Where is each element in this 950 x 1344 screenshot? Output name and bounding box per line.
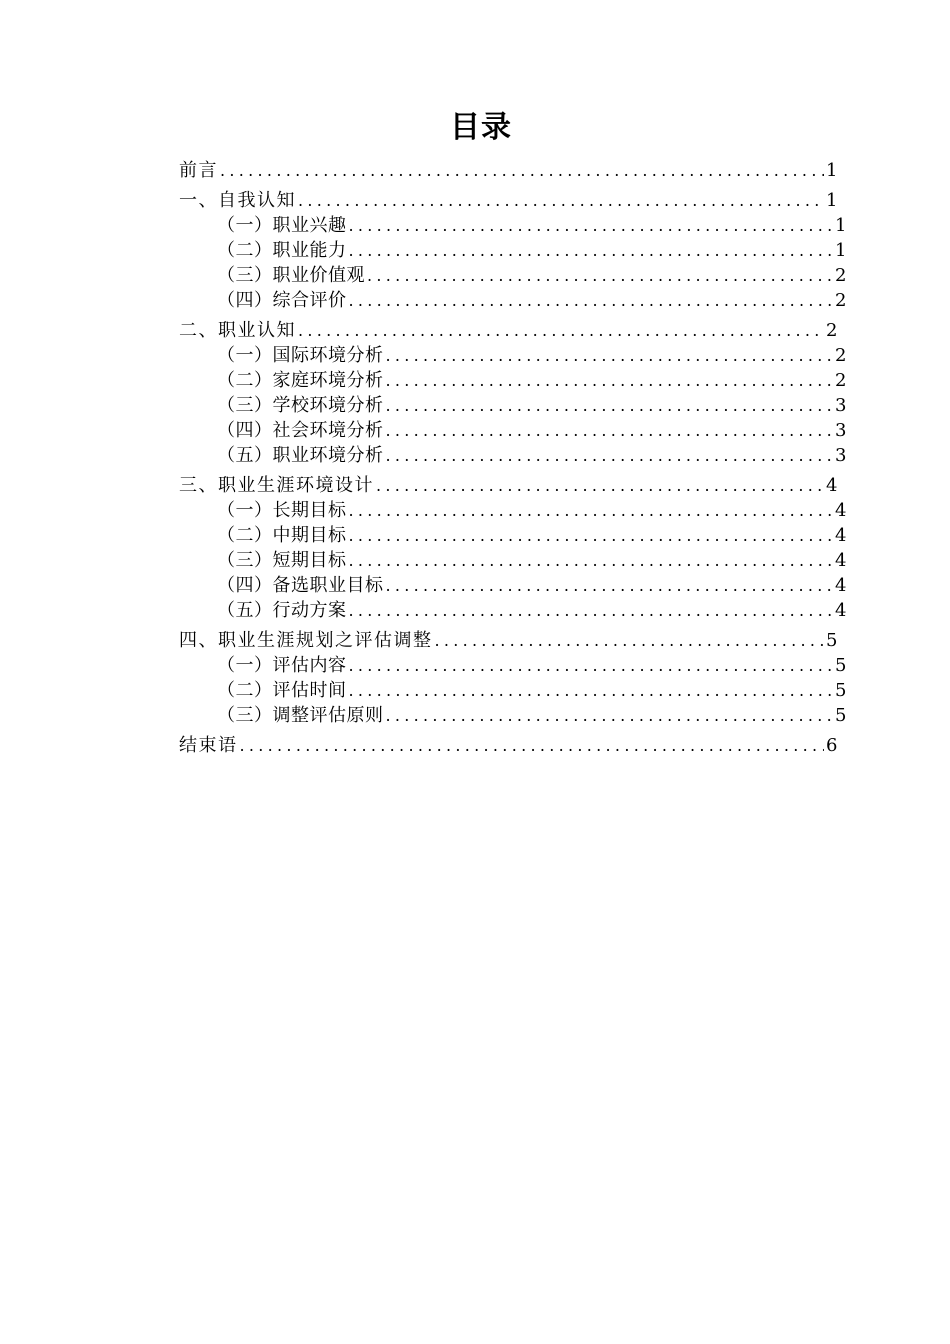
toc-entry-label: （一）长期目标 [217, 500, 347, 521]
toc-page-number: 1 [826, 160, 839, 181]
toc-entry-label: （二）中期目标 [217, 525, 347, 546]
toc-dot-leader [386, 393, 834, 418]
toc-entry-label: （三）职业价值观 [217, 265, 365, 286]
toc-dot-leader [435, 628, 825, 653]
toc-dot-leader [349, 548, 834, 573]
toc-dot-leader [367, 263, 833, 288]
toc-page-number: 2 [835, 290, 847, 311]
toc-entry-section[interactable] [179, 288, 847, 313]
toc-entry-label: （二）评估时间 [217, 680, 347, 701]
toc-entry-section[interactable] [179, 498, 847, 523]
toc-entry-label: （一）职业兴趣 [217, 215, 347, 236]
toc-dot-leader [240, 733, 825, 758]
toc-page-number: 2 [835, 370, 847, 391]
toc-entry-section[interactable] [179, 573, 847, 598]
toc-entry-label: （四）社会环境分析 [217, 420, 384, 441]
toc-entry-label: （二）家庭环境分析 [217, 370, 384, 391]
toc-entry-section[interactable] [179, 443, 847, 468]
toc-entry-label: （五）行动方案 [217, 600, 347, 621]
toc-page-number: 1 [835, 215, 847, 236]
table-of-contents [179, 158, 847, 758]
toc-dot-leader [386, 343, 834, 368]
toc-entry-label: （一）评估内容 [217, 655, 347, 676]
toc-entry-section[interactable] [179, 598, 847, 623]
toc-page-number: 5 [835, 705, 847, 726]
toc-entry-label: 四、职业生涯规划之评估调整 [179, 630, 433, 651]
toc-dot-leader [298, 318, 824, 343]
toc-entry-chapter[interactable] [179, 473, 839, 498]
toc-entry-section[interactable] [179, 703, 847, 728]
toc-page-number: 5 [826, 630, 839, 651]
toc-dot-leader [386, 703, 834, 728]
toc-entry-label: （三）学校环境分析 [217, 395, 384, 416]
toc-entry-chapter[interactable] [179, 733, 839, 758]
toc-entry-label: 二、职业认知 [179, 320, 296, 341]
toc-entry-section[interactable] [179, 263, 847, 288]
toc-page-number: 3 [835, 445, 847, 466]
toc-entry-label: （五）职业环境分析 [217, 445, 384, 466]
page-title: 目录 [450, 110, 512, 145]
toc-dot-leader [298, 188, 824, 213]
toc-page-number: 4 [835, 575, 847, 596]
toc-dot-leader [349, 523, 834, 548]
toc-entry-section[interactable] [179, 343, 847, 368]
toc-entry-label: 一、自我认知 [179, 190, 296, 211]
toc-entry-label: （三）短期目标 [217, 550, 347, 571]
toc-dot-leader [349, 498, 834, 523]
toc-dot-leader [349, 598, 834, 623]
toc-page-number: 1 [835, 240, 847, 261]
toc-entry-label: （四）备选职业目标 [217, 575, 384, 596]
toc-dot-leader [386, 368, 834, 393]
toc-page-number: 4 [835, 500, 847, 521]
toc-entry-label: （一）国际环境分析 [217, 345, 384, 366]
toc-entry-section[interactable] [179, 678, 847, 703]
toc-dot-leader [349, 213, 834, 238]
toc-dot-leader [386, 443, 834, 468]
toc-entry-label: （二）职业能力 [217, 240, 347, 261]
toc-entry-label: 三、职业生涯环境设计 [179, 475, 374, 496]
toc-page-number: 5 [835, 655, 847, 676]
toc-entry-section[interactable] [179, 523, 847, 548]
toc-entry-section[interactable] [179, 238, 847, 263]
toc-page-number: 5 [835, 680, 847, 701]
toc-entry-chapter[interactable] [179, 628, 839, 653]
toc-entry-label: 前言 [179, 160, 218, 181]
toc-dot-leader [386, 573, 834, 598]
toc-page-number: 6 [826, 735, 839, 756]
toc-page-number: 3 [835, 395, 847, 416]
toc-dot-leader [376, 473, 824, 498]
toc-entry-section[interactable] [179, 418, 847, 443]
toc-entry-section[interactable] [179, 548, 847, 573]
toc-page-number: 2 [835, 265, 847, 286]
toc-entry-label: （四）综合评价 [217, 290, 347, 311]
toc-dot-leader [386, 418, 834, 443]
toc-entry-chapter[interactable] [179, 158, 839, 183]
toc-dot-leader [349, 653, 834, 678]
toc-page-number: 2 [835, 345, 847, 366]
toc-dot-leader [349, 288, 834, 313]
toc-dot-leader [349, 238, 834, 263]
toc-dot-leader [349, 678, 834, 703]
toc-entry-label: （三）调整评估原则 [217, 705, 384, 726]
toc-page-number: 4 [835, 600, 847, 621]
toc-entry-section[interactable] [179, 213, 847, 238]
toc-entry-label: 结束语 [179, 735, 238, 756]
toc-entry-section[interactable] [179, 653, 847, 678]
toc-dot-leader [220, 158, 824, 183]
toc-entry-chapter[interactable] [179, 318, 839, 343]
toc-entry-section[interactable] [179, 368, 847, 393]
toc-page-number: 4 [835, 550, 847, 571]
toc-page-number: 1 [826, 190, 839, 211]
toc-entry-chapter[interactable] [179, 188, 839, 213]
toc-page-number: 4 [835, 525, 847, 546]
toc-page-number: 4 [826, 475, 839, 496]
toc-page-number: 3 [835, 420, 847, 441]
toc-page-number: 2 [826, 320, 839, 341]
toc-entry-section[interactable] [179, 393, 847, 418]
